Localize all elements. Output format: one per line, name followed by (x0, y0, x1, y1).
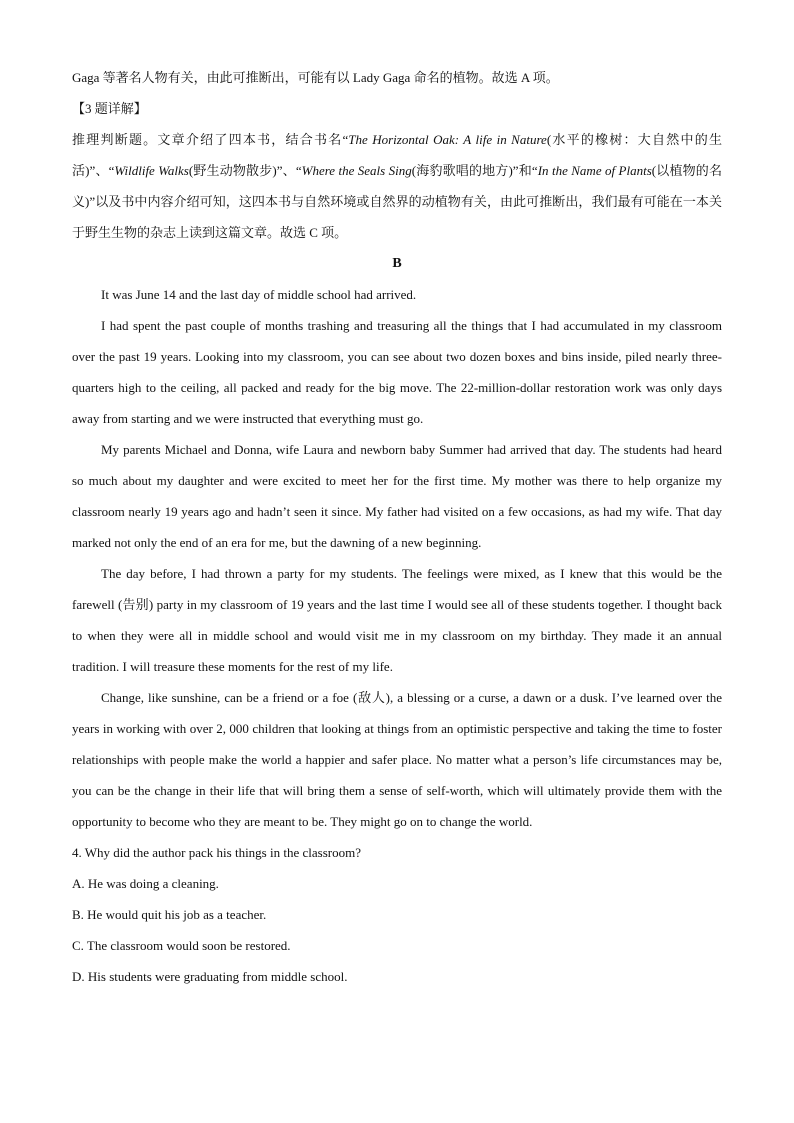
q3-explanation: 推理判断题。文章介绍了四本书，结合书名“The Horizontal Oak: A life in Nature(水平的橡树：大自然中的生活)”、“Wildlife Walks(野生动物散步)”、“Where the Seals Sing(海豹歌唱的地方)”和“In the Name of Plants(以植物的名义)”以及书中内容介绍可知，这四本书与自然环境或自然界的动植物有关，由此可推断出，我们最有可能在一本关于野生生物的杂志上读到这篇文章。故选 C 项。 (72, 132, 722, 240)
book-title-1: The Horizontal Oak: A life in Nature (348, 132, 547, 147)
passage-paragraph-1: It was June 14 and the last day of middle school had arrived. (101, 287, 417, 302)
question-4-option-a: A. He was doing a cleaning. (72, 876, 219, 891)
passage-paragraph-3: My parents Michael and Donna, wife Laura and newborn baby Summer had arrived that day. The students had heard so much about my daughter and were excited to meet her for the first time. My mother was there to help organize my classroom nearly 19 years ago and hadn’t seen it since. My father had visited on a few occasions, as had my wife. That day marked not only the end of an era for me, but the dawning of a new beginning. (72, 442, 722, 550)
book-title-3: Where the Seals Sing (301, 163, 412, 178)
question-4-option-d: D. His students were graduating from middle school. (72, 969, 348, 984)
question-4-option-c: C. The classroom would soon be restored. (72, 938, 291, 953)
book-title-4: In the Name of Plants (537, 163, 652, 178)
passage-paragraph-4: The day before, I had thrown a party for my students. The feelings were mixed, as I knew that this would be the farewell (告别) party in my classroom of 19 years and the last time I would see all of these students together. I thought back to when they were all in middle school and would visit me in my classroom on my birthday. They made it an annual tradition. I will treasure these moments for the rest of my life. (72, 566, 722, 674)
passage-paragraph-2: I had spent the past couple of months trashing and treasuring all the things that I had accumulated in my classroom over the past 19 years. Looking into my classroom, you can see about two dozen boxes and bins inside, piled nearly three-quarters high to the ceiling, all packed and ready for the big move. The 22-million-dollar restoration work was only days away from starting and we were instructed that everything must go. (72, 318, 722, 426)
passage-paragraph-5: Change, like sunshine, can be a friend or a foe (敌人), a blessing or a curse, a dawn or a dusk. I’ve learned over the years in working with over 2, 000 children that looking at things from an optimistic perspective and taking the time to foster relationships with people make the world a happier and safer place. No matter what a person’s life circumstances may be, you can be the change in their life that will bring them a sense of self-worth, which will ultimately provide them with the opportunity to become who they are meant to be. They might go on to change the world. (72, 690, 722, 829)
question-4-stem: 4. Why did the author pack his things in the classroom? (72, 845, 361, 860)
section-label: B (392, 256, 402, 271)
q2-explanation-end: Gaga 等著名人物有关，由此可推断出，可能有以 Lady Gaga 命名的植物。故选 A 项。 (72, 70, 559, 85)
question-4-option-b: B. He would quit his job as a teacher. (72, 907, 267, 922)
q3-heading: 【3 题详解】 (72, 101, 147, 116)
book-title-2: Wildlife Walks (114, 163, 189, 178)
document-page (72, 62, 722, 992)
